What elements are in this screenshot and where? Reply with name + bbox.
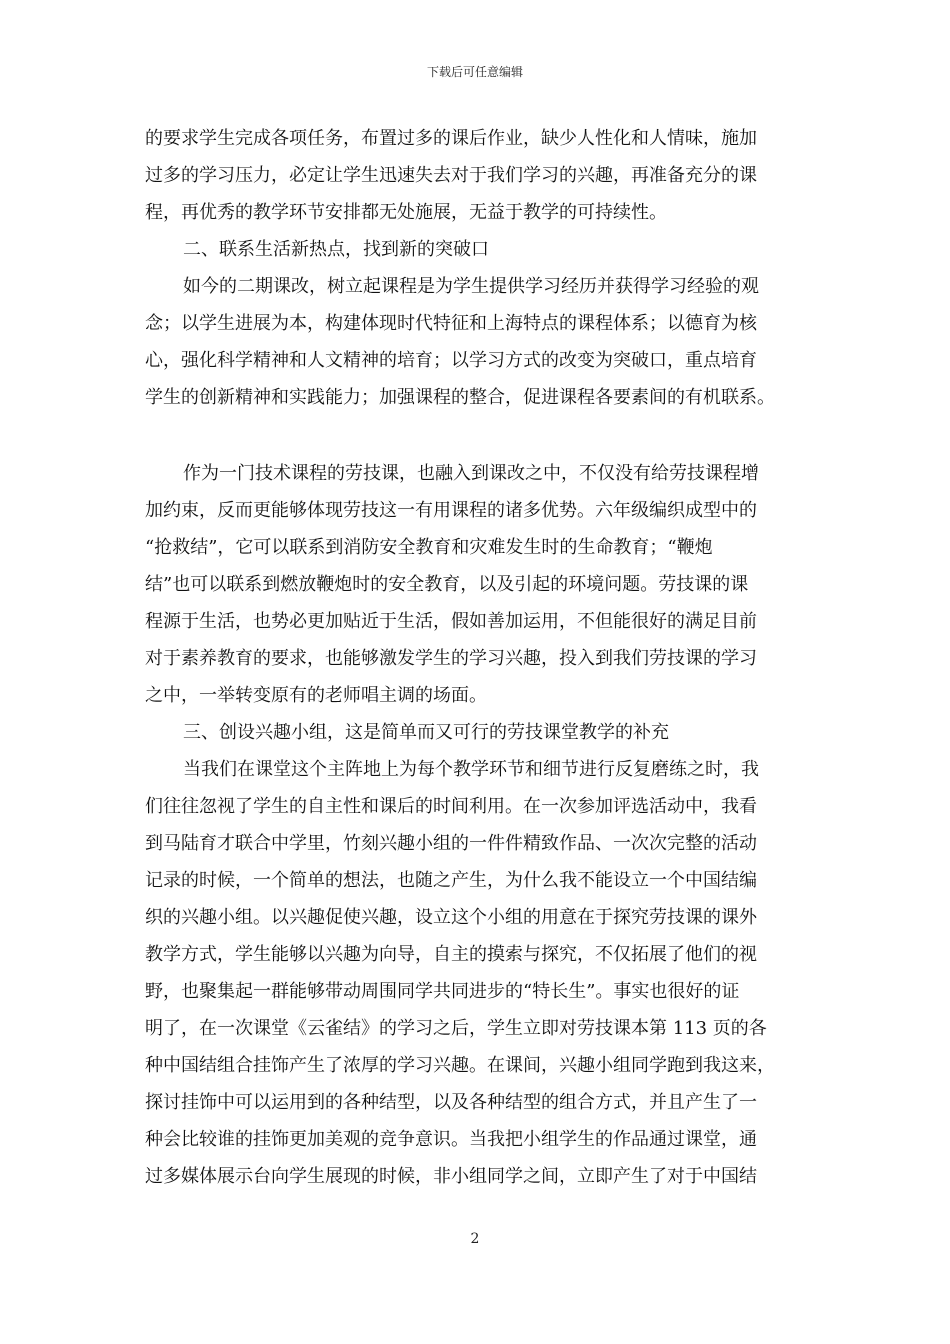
paragraph-continued [145,120,807,231]
heading-line: 二、联系生活新热点，找到新的突破口 [183,239,489,260]
section-heading-3 [145,714,807,751]
text-line: 作为一门技术课程的劳技课，也融入到课改之中，不仅没有给劳技课程增 [183,463,759,484]
text-line: 之中，一举转变原有的老师唱主调的场面。 [145,685,487,706]
text-line: 加约束，反而更能够体现劳技这一有用课程的诸多优势。六年级编织成型中的 [145,500,757,521]
text-line: 明了，在一次课堂《云雀结》的学习之后，学生立即对劳技课本第 113 页的各 [145,1018,767,1039]
text-line: 程源于生活，也势必更加贴近于生活，假如善加运用，不但能很好的满足目前 [145,611,757,632]
page-header: 下载后可任意编辑 [426,65,523,79]
text-line: 对于素养教育的要求，也能够激发学生的学习兴趣，投入到我们劳技课的学习 [145,648,757,669]
text-line: 记录的时候，一个简单的想法，也随之产生，为什么我不能设立一个中国结编 [145,870,757,891]
paragraph-curriculum-reform [145,268,807,416]
document-body [145,120,807,1195]
text-line: 结”也可以联系到燃放鞭炮时的安全教育，以及引起的环境问题。劳技课的课 [145,574,749,595]
page-number: 2 [470,1231,480,1247]
text-line: “抢救结”，它可以联系到消防安全教育和灾难发生时的生命教育；“鞭炮 [145,537,713,558]
text-line: 教学方式，学生能够以兴趣为向导，自主的摸索与探究，不仅拓展了他们的视 [145,944,757,965]
paragraph-interest-group [145,751,807,1195]
text-line: 当我们在课堂这个主阵地上为每个教学环节和细节进行反复磨练之时，我 [183,759,759,780]
text-line: 野，也聚集起一群能够带动周围同学共同进步的“特长生”。事实也很好的证 [145,981,740,1002]
text-line: 探讨挂饰中可以运用到的各种结型，以及各种结型的组合方式，并且产生了一 [145,1092,757,1113]
text-line: 心，强化科学精神和人文精神的培育；以学习方式的改变为突破口，重点培育 [145,350,757,371]
text-line: 到马陆育才联合中学里，竹刻兴趣小组的一件件精致作品、一次次完整的活动 [145,833,757,854]
section-heading-2 [145,231,807,268]
paragraph-labor-course [145,455,807,714]
text-line: 的要求学生完成各项任务，布置过多的课后作业，缺少人性化和人情味，施加 [145,128,757,149]
paragraph-gap [145,416,807,455]
heading-line: 三、创设兴趣小组，这是简单而又可行的劳技课堂教学的补充 [183,722,669,743]
text-line: 程，再优秀的教学环节安排都无处施展，无益于教学的可持续性。 [145,202,667,223]
text-line: 学生的创新精神和实践能力；加强课程的整合，促进课程各要素间的有机联系。 [145,387,775,408]
text-line: 过多的学习压力，必定让学生迅速失去对于我们学习的兴趣，再准备充分的课 [145,165,757,186]
text-line: 们往往忽视了学生的自主性和课后的时间利用。在一次参加评选活动中，我看 [145,796,757,817]
text-line: 种会比较谁的挂饰更加美观的竞争意识。当我把小组学生的作品通过课堂，通 [145,1129,757,1150]
text-line: 种中国结组合挂饰产生了浓厚的学习兴趣。在课间，兴趣小组同学跑到我这来， [145,1055,775,1076]
text-line: 如今的二期课改，树立起课程是为学生提供学习经历并获得学习经验的观 [183,276,759,297]
text-line: 念；以学生进展为本，构建体现时代特征和上海特点的课程体系；以德育为核 [145,313,757,334]
text-line: 织的兴趣小组。以兴趣促使兴趣，设立这个小组的用意在于探究劳技课的课外 [145,907,757,928]
text-line: 过多媒体展示台向学生展现的时候，非小组同学之间，立即产生了对于中国结 [145,1166,757,1187]
